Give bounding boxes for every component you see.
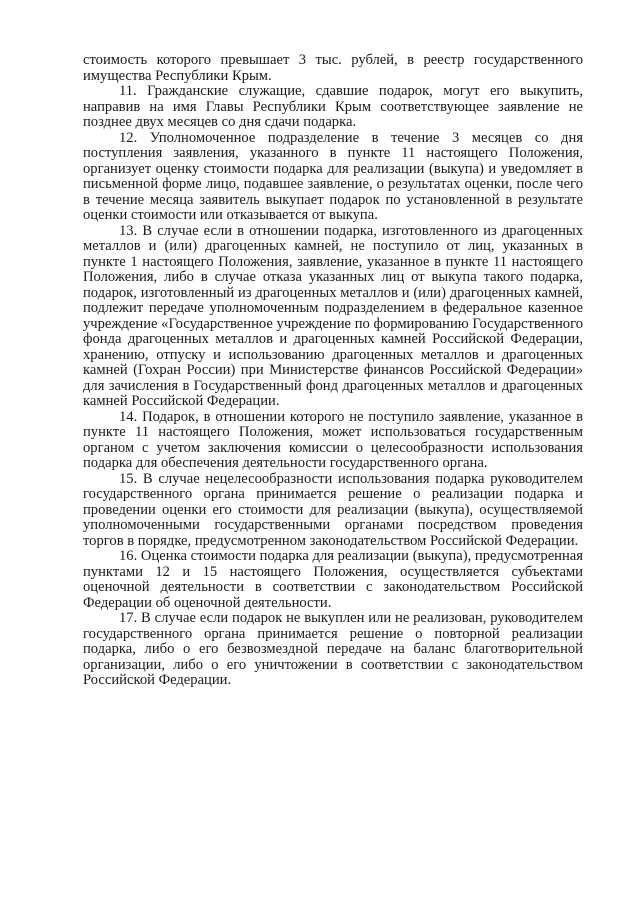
paragraph-11: 11. Гражданские служащие, сдавшие подарок, могут его выкупить, направив на имя Главы Республики Крым соответствующее заявление не позднее двух месяцев со дня сдачи подарка.	[83, 83, 583, 130]
paragraph-17: 17. В случае если подарок не выкуплен или не реализован, руководителем государственного органа принимается решение о повторной реализации подарка, либо о его безвозмездной передаче на баланс благотворительной организации, либо о его уничтожении в соответствии с законодательством Российской Федерации.	[83, 610, 583, 688]
paragraph-16: 16. Оценка стоимости подарка для реализации (выкупа), предусмотренная пунктами 12 и 15 настоящего Положения, осуществляется субъектами оценочной деятельности в соответствии с законодательством Российской Федерации об оценочной деятельности.	[83, 548, 583, 611]
paragraph-12: 12. Уполномоченное подразделение в течение 3 месяцев со дня поступления заявления, указанного в пункте 11 настоящего Положения, организует оценку стоимости подарка для реализации (выкупа) и уведомляет в письменной форме лицо, подавшее заявление, о результатах оценки, после чего в течение месяца заявитель выкупает подарок по установленной в результате оценки стоимости или отказывается от выкупа.	[83, 129, 583, 223]
paragraph-continuation: стоимость которого превышает 3 тыс. рублей, в реестр государственного имущества Республики Крым.	[83, 52, 583, 84]
paragraph-14: 14. Подарок, в отношении которого не поступило заявление, указанное в пункте 11 настоящего Положения, может использоваться государственным органом с учетом заключения комиссии о целесообразности использования подарка для обеспечения деятельности государственного органа.	[83, 408, 583, 471]
paragraph-15: 15. В случае нецелесообразности использования подарка руководителем государственного органа принимается решение о реализации подарка и проведении оценки его стоимости для реализации (выкупа), осуществляемой уполномоченными государственными органами посредством проведения торгов в порядке, предусмотренном законодательством Российской Федерации.	[83, 470, 583, 549]
paragraph-13: 13. В случае если в отношении подарка, изготовленного из драгоценных металлов и (или) драгоценных камней, не поступило от лиц, указанных в пункте 1 настоящего Положения, заявление, указанное в пункте 11 настоящего Положения, либо в случае отказа указанных лиц от выкупа такого подарка, подарок, изготовленный из драгоценных металлов и (или) драгоценных камней, подлежит передаче уполномоченным подразделением в федеральное казенное учреждение «Государственное учреждение по формированию Государственного фонда драгоценных металлов и драгоценных камней Российской Федерации, хранению, отпуску и использованию драгоценных металлов и драгоценных камней (Гохран России) при Министерстве финансов Российской Федерации» для зачисления в Государственный фонд драгоценных металлов и драгоценных камней Российской Федерации.	[83, 222, 583, 409]
document-body	[83, 53, 583, 689]
